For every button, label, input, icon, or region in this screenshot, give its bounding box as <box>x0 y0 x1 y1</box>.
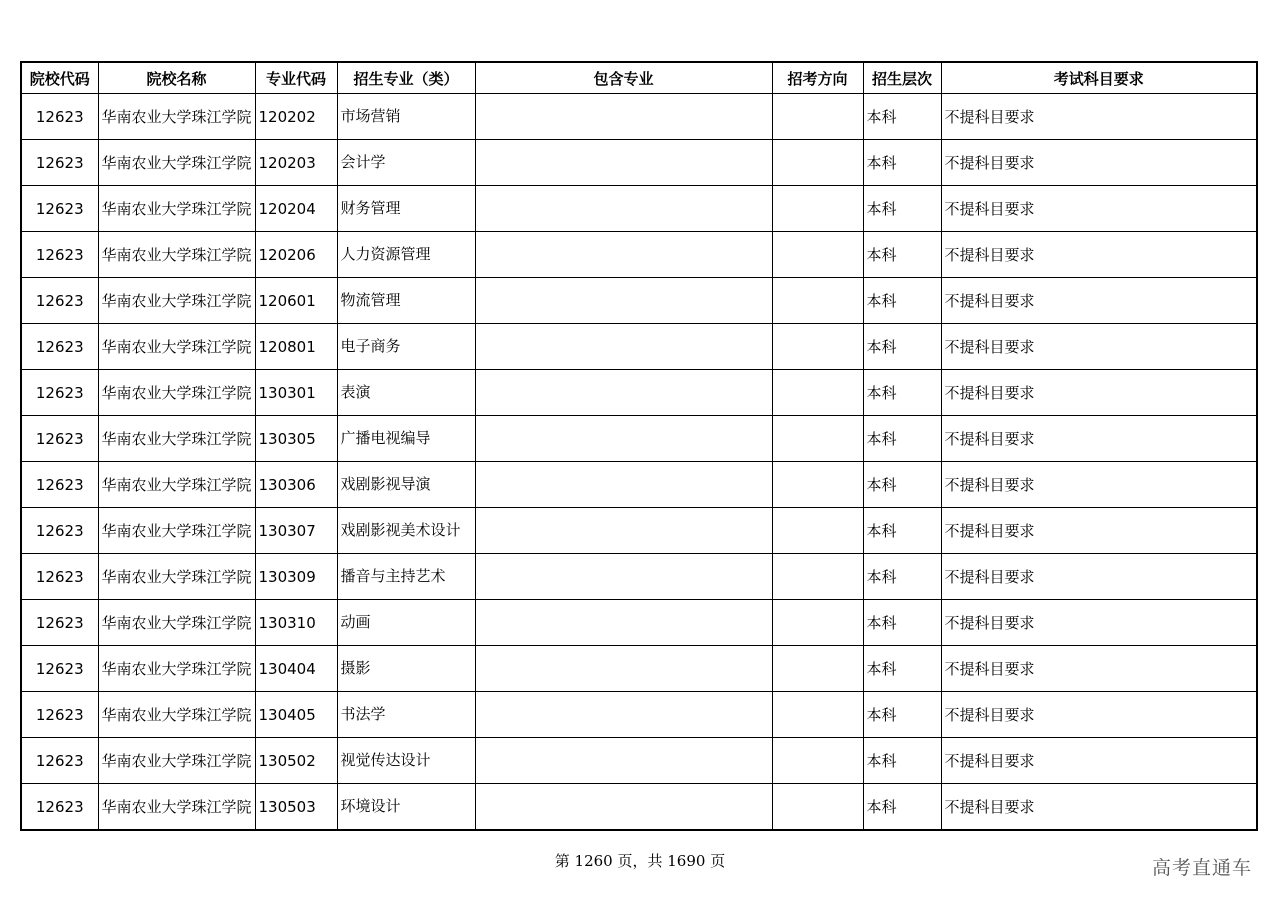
cell-requirement: 不提科目要求 <box>941 692 1257 738</box>
cell-requirement: 不提科目要求 <box>941 370 1257 416</box>
cell-major: 电子商务 <box>337 324 475 370</box>
cell-direction <box>772 232 863 278</box>
cell-school-name: 华南农业大学珠江学院 <box>98 186 255 232</box>
header-school-name: 院校名称 <box>98 62 255 94</box>
watermark: 高考直通车 <box>1151 857 1252 879</box>
cell-major-code: 130309 <box>255 554 337 600</box>
page-number: 第 1260 页，共 1690 页 <box>554 852 726 870</box>
header-level: 招生层次 <box>863 62 941 94</box>
cell-included-majors <box>475 278 772 324</box>
table-row <box>21 784 1257 831</box>
cell-school-code: 12623 <box>21 186 98 232</box>
cell-school-code: 12623 <box>21 646 98 692</box>
cell-major-code: 130301 <box>255 370 337 416</box>
header-direction: 招考方向 <box>772 62 863 94</box>
header-major-code: 专业代码 <box>255 62 337 94</box>
cell-level: 本科 <box>863 324 941 370</box>
cell-major-code: 120801 <box>255 324 337 370</box>
cell-direction <box>772 416 863 462</box>
table-row <box>21 738 1257 784</box>
cell-included-majors <box>475 94 772 140</box>
table-row <box>21 692 1257 738</box>
cell-requirement: 不提科目要求 <box>941 738 1257 784</box>
cell-school-name: 华南农业大学珠江学院 <box>98 646 255 692</box>
cell-major: 播音与主持艺术 <box>337 554 475 600</box>
cell-direction <box>772 94 863 140</box>
cell-school-name: 华南农业大学珠江学院 <box>98 140 255 186</box>
cell-direction <box>772 692 863 738</box>
cell-school-code: 12623 <box>21 784 98 831</box>
header-school-code: 院校代码 <box>21 62 98 94</box>
cell-level: 本科 <box>863 600 941 646</box>
cell-direction <box>772 370 863 416</box>
cell-school-code: 12623 <box>21 738 98 784</box>
table-row <box>21 232 1257 278</box>
cell-school-name: 华南农业大学珠江学院 <box>98 738 255 784</box>
cell-requirement: 不提科目要求 <box>941 186 1257 232</box>
cell-direction <box>772 600 863 646</box>
header-included-majors: 包含专业 <box>475 62 772 94</box>
table-row <box>21 508 1257 554</box>
table-row <box>21 186 1257 232</box>
cell-major: 财务管理 <box>337 186 475 232</box>
cell-school-code: 12623 <box>21 94 98 140</box>
cell-school-code: 12623 <box>21 416 98 462</box>
cell-included-majors <box>475 738 772 784</box>
cell-school-name: 华南农业大学珠江学院 <box>98 370 255 416</box>
cell-school-name: 华南农业大学珠江学院 <box>98 94 255 140</box>
table-row <box>21 462 1257 508</box>
cell-major-code: 130502 <box>255 738 337 784</box>
cell-requirement: 不提科目要求 <box>941 646 1257 692</box>
cell-included-majors <box>475 784 772 831</box>
cell-school-name: 华南农业大学珠江学院 <box>98 416 255 462</box>
cell-level: 本科 <box>863 278 941 324</box>
table-row <box>21 140 1257 186</box>
cell-requirement: 不提科目要求 <box>941 508 1257 554</box>
cell-major-code: 130405 <box>255 692 337 738</box>
cell-included-majors <box>475 232 772 278</box>
cell-major-code: 130404 <box>255 646 337 692</box>
cell-level: 本科 <box>863 554 941 600</box>
table-row <box>21 646 1257 692</box>
cell-level: 本科 <box>863 186 941 232</box>
cell-school-name: 华南农业大学珠江学院 <box>98 784 255 831</box>
cell-major-code: 130306 <box>255 462 337 508</box>
cell-requirement: 不提科目要求 <box>941 324 1257 370</box>
cell-requirement: 不提科目要求 <box>941 140 1257 186</box>
cell-included-majors <box>475 508 772 554</box>
cell-direction <box>772 278 863 324</box>
cell-major-code: 130307 <box>255 508 337 554</box>
cell-major-code: 120203 <box>255 140 337 186</box>
cell-level: 本科 <box>863 462 941 508</box>
cell-requirement: 不提科目要求 <box>941 600 1257 646</box>
cell-included-majors <box>475 186 772 232</box>
cell-included-majors <box>475 600 772 646</box>
header-requirement: 考试科目要求 <box>941 62 1257 94</box>
cell-included-majors <box>475 462 772 508</box>
cell-major-code: 120204 <box>255 186 337 232</box>
cell-major-code: 120202 <box>255 94 337 140</box>
table-row <box>21 600 1257 646</box>
cell-direction <box>772 324 863 370</box>
cell-included-majors <box>475 646 772 692</box>
cell-requirement: 不提科目要求 <box>941 554 1257 600</box>
cell-requirement: 不提科目要求 <box>941 94 1257 140</box>
cell-included-majors <box>475 692 772 738</box>
cell-major: 市场营销 <box>337 94 475 140</box>
cell-level: 本科 <box>863 692 941 738</box>
cell-school-name: 华南农业大学珠江学院 <box>98 554 255 600</box>
cell-level: 本科 <box>863 370 941 416</box>
cell-direction <box>772 554 863 600</box>
cell-school-name: 华南农业大学珠江学院 <box>98 232 255 278</box>
header-major: 招生专业（类） <box>337 62 475 94</box>
cell-school-code: 12623 <box>21 324 98 370</box>
cell-level: 本科 <box>863 646 941 692</box>
cell-included-majors <box>475 416 772 462</box>
cell-level: 本科 <box>863 508 941 554</box>
cell-school-code: 12623 <box>21 370 98 416</box>
table-row <box>21 554 1257 600</box>
cell-school-name: 华南农业大学珠江学院 <box>98 462 255 508</box>
cell-major: 会计学 <box>337 140 475 186</box>
cell-direction <box>772 462 863 508</box>
cell-major-code: 130305 <box>255 416 337 462</box>
cell-school-code: 12623 <box>21 554 98 600</box>
cell-direction <box>772 186 863 232</box>
cell-school-code: 12623 <box>21 692 98 738</box>
cell-major: 视觉传达设计 <box>337 738 475 784</box>
cell-school-code: 12623 <box>21 462 98 508</box>
cell-school-name: 华南农业大学珠江学院 <box>98 324 255 370</box>
cell-major: 表演 <box>337 370 475 416</box>
cell-major-code: 120206 <box>255 232 337 278</box>
table-row <box>21 94 1257 140</box>
admissions-table <box>20 61 1258 831</box>
cell-level: 本科 <box>863 416 941 462</box>
cell-school-code: 12623 <box>21 232 98 278</box>
cell-school-name: 华南农业大学珠江学院 <box>98 278 255 324</box>
cell-included-majors <box>475 140 772 186</box>
cell-direction <box>772 738 863 784</box>
cell-major-code: 130310 <box>255 600 337 646</box>
cell-level: 本科 <box>863 232 941 278</box>
cell-school-name: 华南农业大学珠江学院 <box>98 508 255 554</box>
cell-major-code: 120601 <box>255 278 337 324</box>
cell-major: 环境设计 <box>337 784 475 831</box>
cell-school-name: 华南农业大学珠江学院 <box>98 600 255 646</box>
cell-school-name: 华南农业大学珠江学院 <box>98 692 255 738</box>
cell-direction <box>772 784 863 831</box>
cell-school-code: 12623 <box>21 600 98 646</box>
cell-included-majors <box>475 324 772 370</box>
table-row <box>21 278 1257 324</box>
cell-requirement: 不提科目要求 <box>941 232 1257 278</box>
header-row <box>21 62 1257 94</box>
table-row <box>21 324 1257 370</box>
cell-requirement: 不提科目要求 <box>941 784 1257 831</box>
cell-requirement: 不提科目要求 <box>941 416 1257 462</box>
cell-school-code: 12623 <box>21 508 98 554</box>
cell-level: 本科 <box>863 94 941 140</box>
cell-major: 物流管理 <box>337 278 475 324</box>
cell-major: 动画 <box>337 600 475 646</box>
cell-major: 摄影 <box>337 646 475 692</box>
cell-level: 本科 <box>863 784 941 831</box>
cell-school-code: 12623 <box>21 140 98 186</box>
cell-major: 戏剧影视美术设计 <box>337 508 475 554</box>
cell-direction <box>772 508 863 554</box>
table-body <box>21 94 1257 831</box>
cell-major: 人力资源管理 <box>337 232 475 278</box>
cell-requirement: 不提科目要求 <box>941 462 1257 508</box>
cell-included-majors <box>475 370 772 416</box>
table-row <box>21 370 1257 416</box>
cell-school-code: 12623 <box>21 278 98 324</box>
cell-level: 本科 <box>863 140 941 186</box>
table-row <box>21 416 1257 462</box>
cell-requirement: 不提科目要求 <box>941 278 1257 324</box>
cell-major: 广播电视编导 <box>337 416 475 462</box>
cell-major: 书法学 <box>337 692 475 738</box>
cell-included-majors <box>475 554 772 600</box>
cell-major: 戏剧影视导演 <box>337 462 475 508</box>
cell-direction <box>772 140 863 186</box>
cell-direction <box>772 646 863 692</box>
cell-level: 本科 <box>863 738 941 784</box>
cell-major-code: 130503 <box>255 784 337 831</box>
